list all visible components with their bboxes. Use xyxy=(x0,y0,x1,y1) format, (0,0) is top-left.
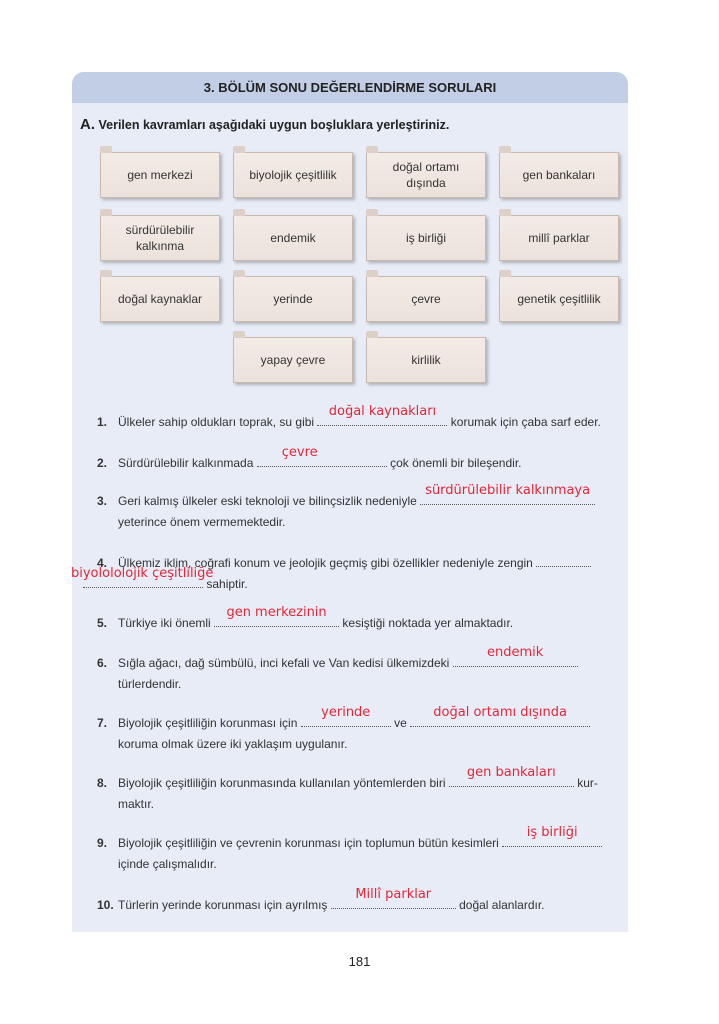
concept-card: sürdürülebilir kalkınma xyxy=(100,215,220,261)
answer-blank[interactable]: Millî parklar xyxy=(331,896,456,909)
answer-blank[interactable]: doğal ortamı dışında xyxy=(410,714,590,727)
question-7: 7. Biyolojik çeşitliliğin korunması için yerinde ve doğal ortamı dışında koruma olmak üzere iki yaklaşım uygulanır. xyxy=(97,713,622,755)
evaluation-panel xyxy=(72,72,628,932)
concept-card: endemik xyxy=(233,215,353,261)
question-4: 4. Ülkemiz iklim, coğrafi konum ve jeolojik geçmiş gibi özellikler nedeniyle zengin biyolololojik çeşitliliğe sahiptir. xyxy=(97,553,622,595)
concept-card: çevre xyxy=(366,276,486,322)
concept-card: genetik çeşitlilik xyxy=(499,276,619,322)
concept-card: kirlilik xyxy=(366,337,486,383)
instruction xyxy=(80,116,449,133)
concept-card: gen merkezi xyxy=(100,152,220,198)
concept-card: doğal kaynaklar xyxy=(100,276,220,322)
concept-card: doğal ortamı dışında xyxy=(366,152,486,198)
answer-blank[interactable]: sürdürülebilir kalkınmaya xyxy=(420,492,595,505)
section-title: 3. BÖLÜM SONU DEĞERLENDİRME SORULARI xyxy=(72,72,628,103)
question-1: 1. Ülkeler sahip oldukları toprak, su gibi doğal kaynakları korumak için çaba sarf eder. xyxy=(97,404,601,429)
instruction-text: Verilen kavramları aşağıdaki uygun boşluklara yerleştiriniz. xyxy=(98,118,450,132)
question-2: 2. Sürdürülebilir kalkınmada çevre çok önemli bir bileşendir. xyxy=(97,445,522,470)
answer-blank[interactable]: doğal kaynakları xyxy=(317,413,447,426)
concept-card: gen bankaları xyxy=(499,152,619,198)
answer-blank[interactable]: çevre xyxy=(257,454,387,467)
concept-card: yerinde xyxy=(233,276,353,322)
instruction-letter: A. xyxy=(80,116,95,133)
answer-blank[interactable]: biyolololojik çeşitliliğe xyxy=(83,575,203,588)
question-3: 3. Geri kalmış ülkeler eski teknoloji ve bilinçsizlik nedeniyle sürdürülebilir kalkınmaya yeterince önem vermemektedir. xyxy=(97,491,622,533)
answer-blank[interactable]: gen merkezinin xyxy=(214,614,339,627)
answer-blank[interactable]: gen bankaları xyxy=(449,774,574,787)
question-10: 10. Türlerin yerinde korunması için ayrılmış Millî parklar doğal alanlardır. xyxy=(97,887,545,912)
concept-card: biyolojik çeşitlilik xyxy=(233,152,353,198)
answer-blank[interactable]: yerinde xyxy=(301,714,391,727)
answer-blank[interactable]: endemik xyxy=(453,654,578,667)
concept-card: iş birliği xyxy=(366,215,486,261)
question-5: 5. Türkiye iki önemli gen merkezinin kesiştiği noktada yer almaktadır. xyxy=(97,605,514,630)
question-9: 9. Biyolojik çeşitliliğin ve çevrenin korunması için toplumun bütün kesimleri iş birliği içinde çalışmalıdır. xyxy=(97,833,622,875)
concept-card: yapay çevre xyxy=(233,337,353,383)
question-6: 6. Sığla ağacı, dağ sümbülü, inci kefali ve Van kedisi ülkemizdeki endemik türlerdendir. xyxy=(97,653,622,695)
answer-blank[interactable]: iş birliği xyxy=(502,834,602,847)
question-8: 8. Biyolojik çeşitliliğin korunmasında kullanılan yöntemlerden biri gen bankaları kur- maktır. xyxy=(97,765,598,811)
concept-card: millî parklar xyxy=(499,215,619,261)
page-number: 181 xyxy=(348,954,371,969)
